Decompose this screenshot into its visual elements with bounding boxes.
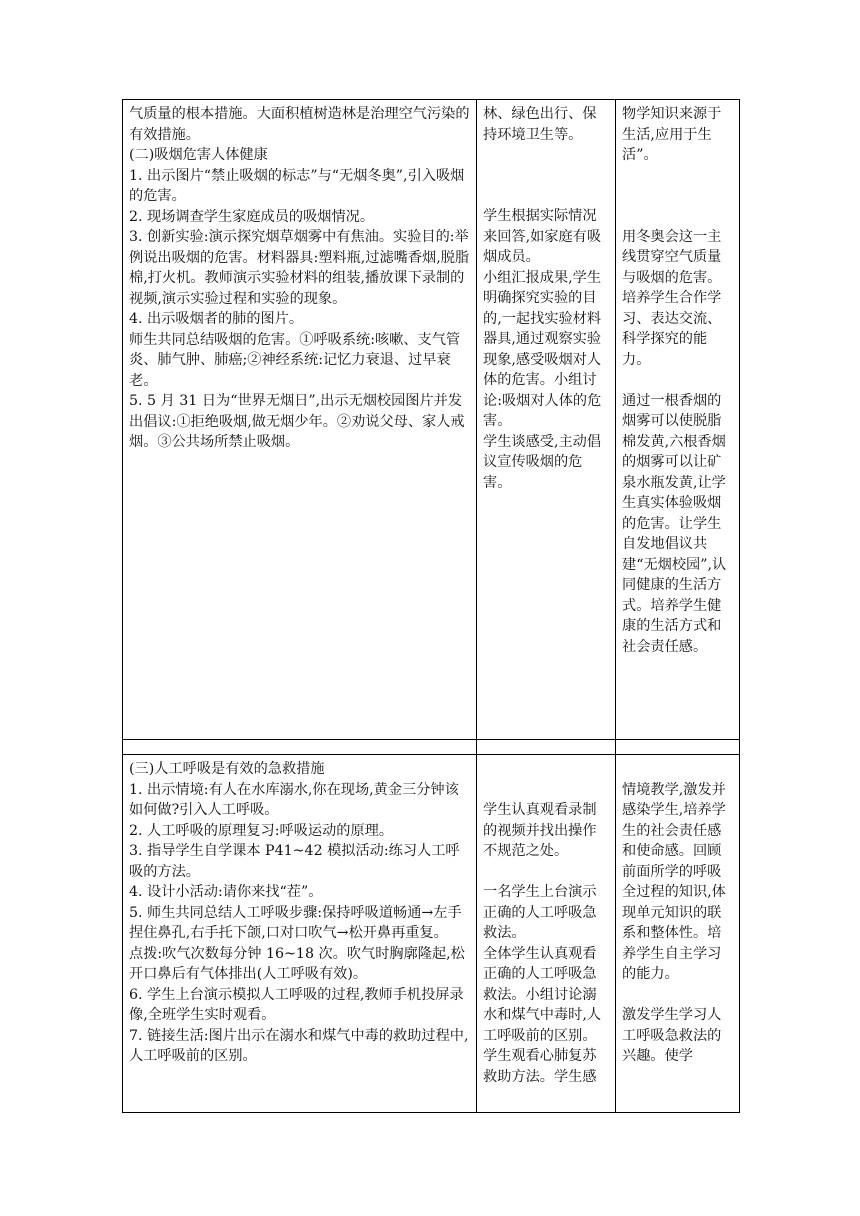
section-heading: (二)吸烟危害人体健康 — [129, 147, 268, 163]
student-activity-cell — [477, 100, 616, 740]
table-row-spacer — [123, 740, 740, 755]
paragraph: 4. 设计小活动:请你来找“茬”。 — [129, 884, 323, 900]
teaching-activity-cell — [123, 755, 477, 1113]
paragraph: 激发学生学习人工呼吸急救法的兴趣。使学 — [622, 1007, 722, 1064]
design-intent-cell — [616, 100, 740, 740]
paragraph: 通过一根香烟的烟雾可以使脱脂棉发黄,六根香烟的烟雾可以让矿泉水瓶发黄,让学生真实体验吸烟的危害。让学生自发地倡议共建“无烟校园”,认同健康的生活方式。培养学生健康的生活方式和社会责任感。 — [622, 392, 727, 655]
paragraph: 全体学生认真观看正确的人工呼吸急救法。小组讨论溺水和煤气中毒时,人工呼吸前的区别。 — [483, 945, 602, 1044]
paragraph: 用冬奥会这一主线贯穿空气质量与吸烟的危害。培养学生合作学习、表达交流、科学探究的能力。 — [622, 228, 722, 368]
paragraph: 小组汇报成果,学生明确探究实验的目的,一起找实验材料器具,通过观察实验现象,感受吸烟对人体的危害。小组讨论:吸烟对人体的危害。 — [483, 269, 602, 429]
paragraph: 学生根据实际情况来回答,如家庭有吸烟成员。 — [483, 208, 602, 265]
paragraph: 4. 出示吸烟者的肺的图片。 — [129, 311, 304, 327]
paragraph: 学生观看心肺复苏救助方法。学生感 — [483, 1048, 597, 1085]
paragraph: 1. 出示图片“禁止吸烟的标志”与“无烟冬奥”,引入吸烟的危害。 — [129, 167, 465, 204]
student-activity-cell — [477, 755, 616, 1113]
paragraph: 林、绿色出行、保持环境卫生等。 — [483, 106, 597, 143]
section-heading: (三)人工呼吸是有效的急救措施 — [129, 761, 325, 777]
paragraph: 物学知识来源于生活,应用于生活”。 — [622, 106, 722, 163]
paragraph: 3. 创新实验:演示探究烟草烟雾中有焦油。实验目的:举例说出吸烟的危害。材料器具:塑料瓶,过滤嘴香烟,脱脂棉,打火机。教师演示实验材料的组装,播放课下录制的视频,演示实验过程和实验的现象。 — [129, 229, 470, 307]
teaching-activity-cell — [123, 100, 477, 740]
paragraph: 气质量的根本措施。大面积植树造林是治理空气污染的有效措施。 — [129, 106, 470, 143]
paragraph: 3. 指导学生自学课本 P41~42 模拟活动:练习人工呼吸的方法。 — [129, 843, 460, 880]
paragraph: 2. 人工呼吸的原理复习:呼吸运动的原理。 — [129, 822, 394, 839]
paragraph: 5. 5 月 31 日为“世界无烟日”,出示无烟校园图片并发出倡议:①拒绝吸烟,做无烟少年。②劝说父母、家人戒烟。③公共场所禁止吸烟。 — [129, 393, 465, 450]
lesson-plan-table — [122, 99, 740, 1113]
paragraph: 2. 现场调查学生家庭成员的吸烟情况。 — [129, 208, 375, 225]
paragraph: 师生共同总结吸烟的危害。①呼吸系统:咳嗽、支气管炎、肺气肿、肺癌;②神经系统:记忆力衰退、过早衰老。 — [129, 331, 461, 389]
paragraph: 一名学生上台演示正确的人工呼吸急救法。 — [483, 884, 597, 941]
document-page — [122, 99, 739, 1113]
paragraph: 1. 出示情境:有人在水库溺水,你在现场,黄金三分钟该如何做?引入人工呼吸。 — [129, 781, 459, 818]
design-intent-cell — [616, 755, 740, 1113]
paragraph: 学生谈感受,主动倡议宣传吸烟的危害。 — [483, 433, 602, 491]
paragraph: 7. 链接生活:图片出示在溺水和煤气中毒的救助过程中,人工呼吸前的区别。 — [129, 1027, 469, 1064]
table-row — [123, 755, 740, 1113]
table-row — [123, 100, 740, 740]
paragraph: 6. 学生上台演示模拟人工呼吸的过程,教师手机投屏录像,全班学生实时观看。 — [129, 986, 464, 1023]
paragraph: 5. 师生共同总结人工呼吸步骤:保持呼吸道畅通→左手捏住鼻孔,右手托下颌,口对口吹气→松开鼻再重复。 — [129, 904, 462, 941]
paragraph: 点拨:吹气次数每分钟 16~18 次。吹气时胸廓隆起,松开口鼻后有气体排出(人工呼吸有效)。 — [129, 945, 465, 982]
paragraph: 情境教学,激发并感染学生,培养学生的社会责任感和使命感。回顾前面所学的呼吸全过程的知识,体现单元知识的联系和整体性。培养学生自主学习的能力。 — [622, 781, 726, 982]
paragraph: 学生认真观看录制的视频并找出操作不规范之处。 — [483, 802, 597, 859]
